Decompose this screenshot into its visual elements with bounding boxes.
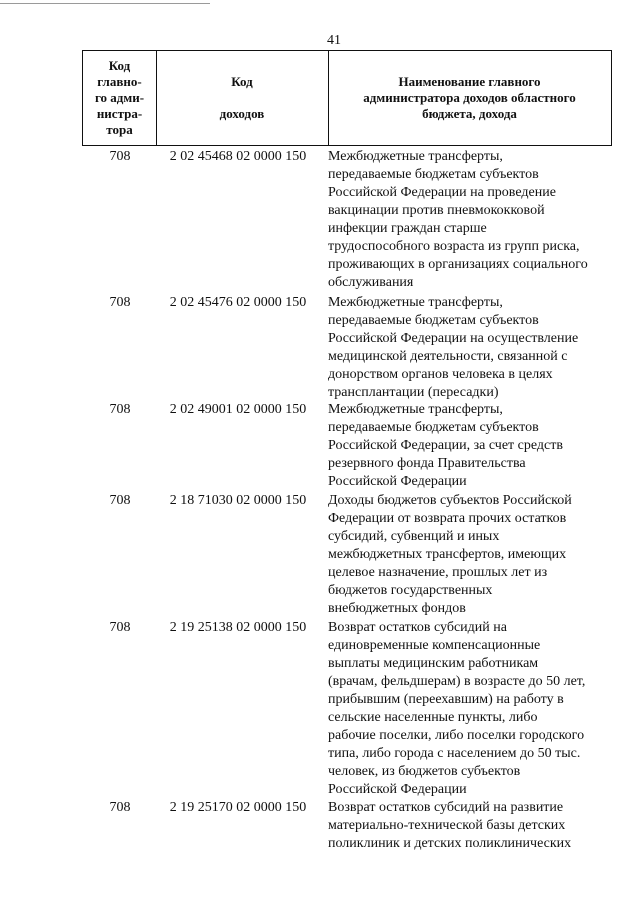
- income-name: Межбюджетные трансферты, передаваемые бюджетам субъектов Российской Федерации на проведение вакцинации против пневмококковой инфекции граждан старше трудоспособного возраста из групп риска, проживающих в организациях социального обслуживания: [328, 149, 588, 290]
- header-income-code: Код доходов: [156, 51, 329, 145]
- income-code: 2 02 45476 02 0000 150: [169, 295, 307, 310]
- income-code: 2 02 49001 02 0000 150: [169, 402, 307, 417]
- income-code: 2 19 25138 02 0000 150: [169, 620, 307, 635]
- admin-code: 708: [109, 295, 131, 310]
- header-name: Наименование главного администратора доходов областного бюджета, дохода: [363, 74, 576, 121]
- income-name: Возврат остатков субсидий на развитие материально-технической базы детских поликлиник и детских поликлинических: [328, 800, 572, 851]
- table-header: [82, 50, 612, 146]
- admin-code: 708: [109, 149, 131, 164]
- income-name: Межбюджетные трансферты, передаваемые бюджетам субъектов Российской Федерации, за счет средств резервного фонда Правительства Российской Федерации: [328, 402, 563, 489]
- scan-edge-line: [0, 3, 210, 4]
- admin-code: 708: [109, 493, 131, 508]
- income-code: 2 19 25170 02 0000 150: [169, 800, 307, 815]
- header-admin-code: Код главно- го адми- нистра- тора: [83, 51, 157, 145]
- income-code: 2 18 71030 02 0000 150: [169, 493, 307, 508]
- admin-code: 708: [109, 620, 131, 635]
- income-name: Межбюджетные трансферты, передаваемые бюджетам субъектов Российской Федерации на осуществление медицинской деятельности, связанной с донорством органов человека в целях трансплантации (пересадки): [328, 295, 579, 400]
- income-name: Возврат остатков субсидий на единовременные компенсационные выплаты медицинским работникам (врачам, фельдшерам) в возрасте до 50 лет, прибывшим (переехавшим) на работу в сельские населенные пункты, либо рабочие поселки, либо поселки городского типа, либо города с населением до 50 тыс. человек, из бюджетов субъектов Российской Федерации: [328, 620, 586, 797]
- page-number: 41: [327, 33, 341, 48]
- admin-code: 708: [109, 800, 131, 815]
- income-code: 2 02 45468 02 0000 150: [169, 149, 307, 164]
- admin-code: 708: [109, 402, 131, 417]
- income-name: Доходы бюджетов субъектов Российской Федерации от возврата прочих остатков субсидий, субвенций и иных межбюджетных трансфертов, имеющих целевое назначение, прошлых лет из бюджетов государственных внебюджетных фондов: [328, 493, 572, 616]
